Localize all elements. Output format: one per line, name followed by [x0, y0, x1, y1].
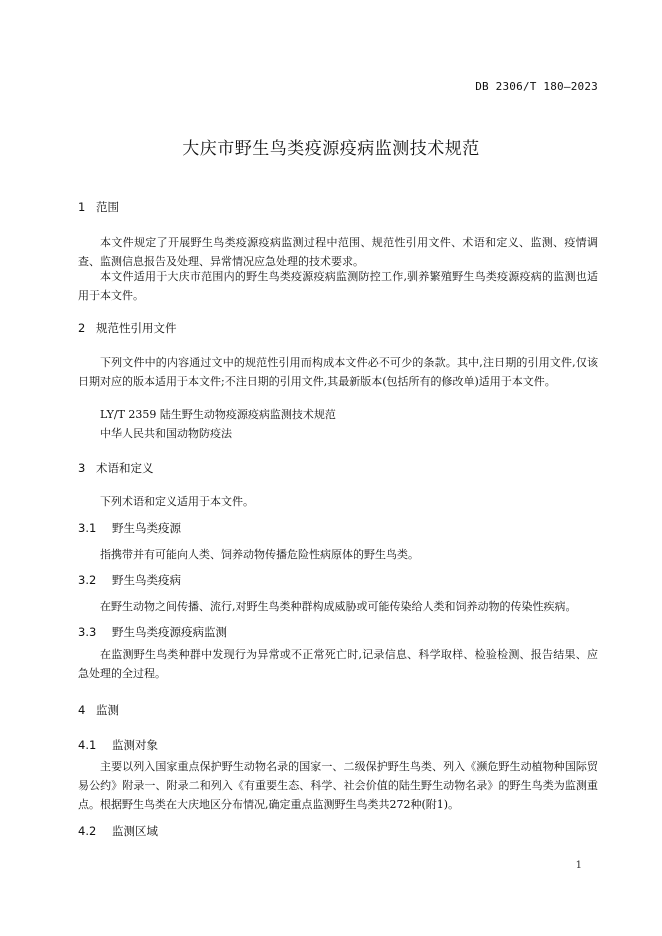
section-1-paragraph-2: 本文件适用于大庆市范围内的野生鸟类疫源疫病监测防控工作,驯养繁殖野生鸟类疫源疫病的监测也适用于本文件。: [78, 270, 598, 302]
section-4-heading: [78, 702, 119, 718]
subsection-title: 监测对象: [112, 738, 158, 752]
term-3-3-heading: [78, 624, 227, 640]
section-2-paragraph-1: 下列文件中的内容通过文中的规范性引用而构成本文件必不可少的条款。其中,注日期的引用文件,仅该日期对应的版本适用于本文件;不注日期的引用文件,其最新版本(包括所有的修改单)适用于本文件。: [78, 356, 598, 388]
section-number: 3: [78, 461, 86, 475]
section-title: 术语和定义: [96, 461, 154, 475]
term-title: 野生鸟类疫源: [112, 521, 181, 535]
reference-2: 中华人民共和国动物防疫法: [100, 427, 232, 440]
section-title: 监测: [96, 703, 119, 717]
term-title: 野生鸟类疫源疫病监测: [112, 625, 227, 639]
section-title: 规范性引用文件: [96, 321, 177, 335]
section-number: 2: [78, 321, 86, 335]
section-3-intro: 下列术语和定义适用于本文件。: [100, 495, 254, 508]
subsection-number: 4.1: [78, 738, 97, 752]
term-number: 3.2: [78, 573, 97, 587]
term-title: 野生鸟类疫病: [112, 573, 181, 587]
section-title: 范围: [96, 200, 119, 214]
term-number: 3.3: [78, 625, 97, 639]
section-number: 4: [78, 703, 86, 717]
subsection-4-1-heading: [78, 737, 158, 753]
subsection-title: 监测区域: [112, 824, 158, 838]
page-number: 1: [575, 860, 582, 871]
section-2-heading: [78, 320, 177, 336]
subsection-4-2-heading: [78, 823, 158, 839]
term-3-2-heading: [78, 572, 181, 588]
section-number: 1: [78, 200, 86, 214]
term-3-1-heading: [78, 520, 181, 536]
section-1-paragraph-1: 本文件规定了开展野生鸟类疫源疫病监测过程中范围、规范性引用文件、术语和定义、监测、疫情调查、监测信息报告及处理、异常情况应急处理的技术要求。: [78, 236, 598, 268]
term-number: 3.1: [78, 521, 97, 535]
subsection-4-1-paragraph: 主要以列入国家重点保护野生动物名录的国家一、二级保护野生鸟类、列入《濒危野生动植物种国际贸易公约》附录一、附录二和列入《有重要生态、科学、社会价值的陆生野生动物名录》的野生鸟类为监测重点。根据野生鸟类在大庆地区分布情况,确定重点监测野生鸟类共272种(附1)。: [78, 760, 598, 811]
term-3-1-definition: 指携带并有可能向人类、饲养动物传播危险性病原体的野生鸟类。: [100, 548, 419, 561]
reference-1: LY/T 2359 陆生野生动物疫源疫病监测技术规范: [100, 408, 336, 421]
document-title: 大庆市野生鸟类疫源疫病监测技术规范: [182, 139, 480, 159]
subsection-number: 4.2: [78, 824, 97, 838]
term-3-2-definition: 在野生动物之间传播、流行,对野生鸟类种群构成威胁或可能传染给人类和饲养动物的传染性疾病。: [100, 600, 577, 613]
standard-code: DB 2306/T 180—2023: [475, 80, 598, 93]
section-1-heading: [78, 199, 119, 215]
term-3-3-definition: 在监测野生鸟类种群中发现行为异常或不正常死亡时,记录信息、科学取样、检验检测、报告结果、应急处理的全过程。: [78, 648, 598, 680]
section-3-heading: [78, 460, 154, 476]
